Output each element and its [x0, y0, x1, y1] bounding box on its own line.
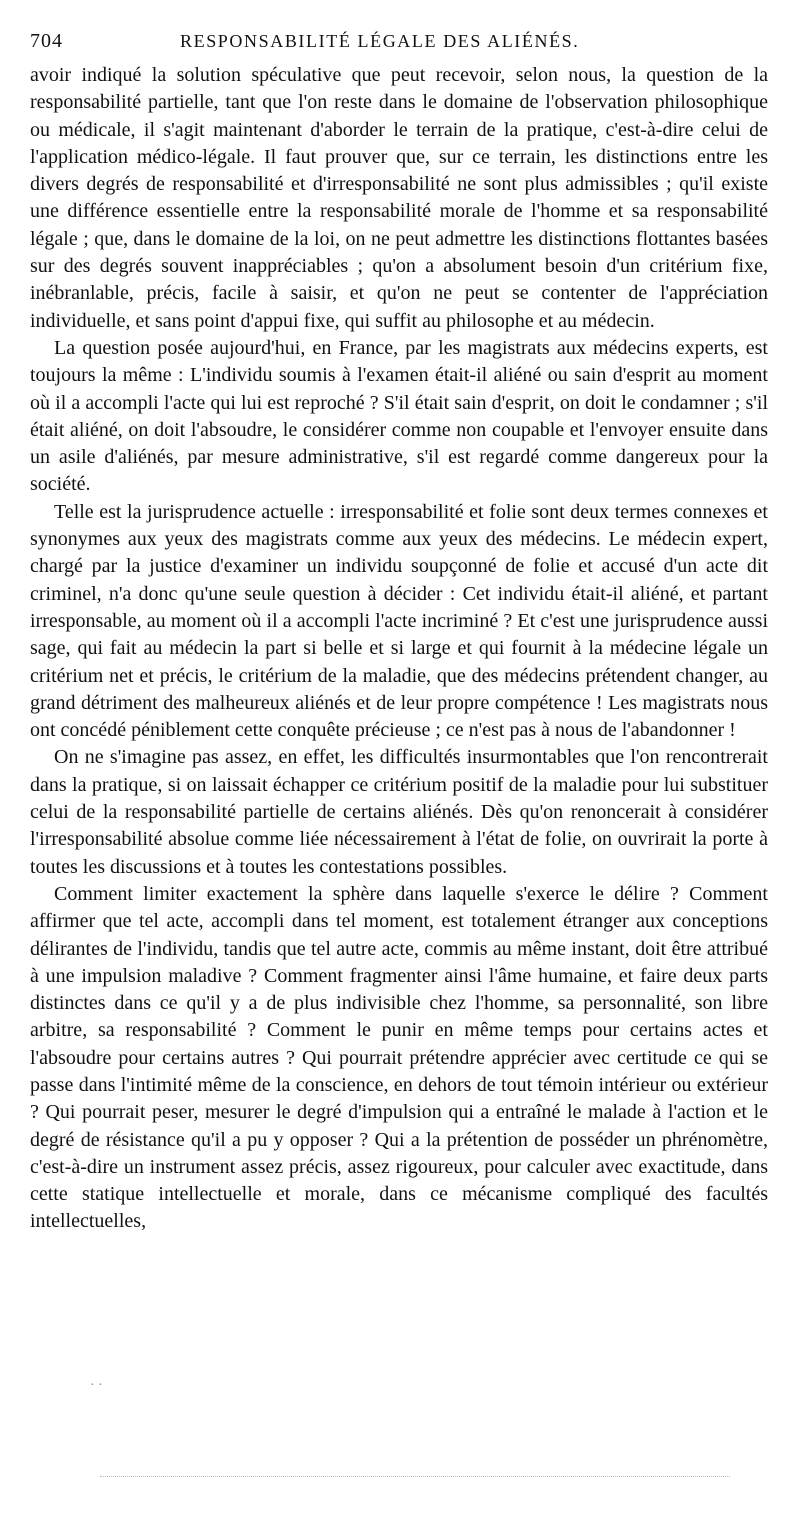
running-title: RESPONSABILITÉ LÉGALE DES ALIÉNÉS. — [180, 31, 580, 51]
page-number: 704 — [30, 30, 63, 52]
paragraph-5: Comment limiter exactement la sphère dans laquelle s'exerce le délire ? Comment affirmer que tel acte, accompli dans tel moment, est totalement étranger aux conceptions délirantes de l'individu, tandis que tel autre acte, commis au même instant, doit être attribué à une impulsion maladive ? Comment fragmenter ainsi l'âme humaine, et faire deux parts distinctes dans ce qu'il y a de plus indivisible chez l'homme, sa personnalité, son libre arbitre, sa responsabilité ? Comment le punir en même temps pour certains actes et l'absoudre pour certains autres ? Qui pourrait prétendre apprécier avec certitude ce qui se passe dans l'intimité même de la conscience, en dehors de tout témoin intérieur ou extérieur ? Qui pourrait peser, mesurer le degré d'impulsion qui a entraîné le malade à l'action et le degré de résistance qu'il a pu y opposer ? Qui a la prétention de posséder un phrénomètre, c'est-à-dire un instrument assez précis, assez rigoureux, pour calculer avec exactitude, dans cette statique intellectuelle et morale, dans ce mécanisme compliqué des facultés intellectuelles, — [30, 882, 768, 1233]
running-head — [30, 30, 768, 54]
paragraph-3: Telle est la jurisprudence actuelle : irresponsabilité et folie sont deux termes connexes et synonymes aux yeux des magistrats comme aux yeux des médecins. Le médecin expert, chargé par la justice d'examiner un individu soupçonné de folie et accusé d'un acte dit criminel, n'a donc qu'une seule question à décider : Cet individu était-il aliéné, et partant irresponsable, au moment où il a accompli l'acte incriminé ? Et c'est une jurisprudence aussi sage, qui fait au médecin la part si belle et si large et qui fournit à la médecine légale un critérium net et précis, le critérium de la maladie, que des médecins prétendent changer, au grand détriment des malheureux aliénés et de leur propre compétence ! Les magistrats nous ont concédé péniblement cette conquête précieuse ; ce n'est pas à nous de l'abandonner ! — [30, 500, 768, 742]
paragraph-2: La question posée aujourd'hui, en France, par les magistrats aux médecins experts, est toujours la même : L'individu soumis à l'examen était-il aliéné ou sain d'esprit au moment où il a accompli l'acte qui lui est reproché ? S'il était sain d'esprit, on doit le condamner ; s'il était aliéné, on doit l'absoudre, le considérer comme non coupable et l'envoyer ensuite dans un asile d'aliénés, par mesure administrative, s'il est regardé comme dangereux pour la société. — [30, 336, 768, 496]
body-text — [30, 62, 768, 1236]
scan-speck-marks: · · — [90, 1378, 103, 1393]
paragraph-1: avoir indiqué la solution spéculative que peut recevoir, selon nous, la question de la responsabilité partielle, tant que l'on reste dans le domaine de l'observation philosophique ou médicale, il s'agit maintenant d'aborder le terrain de la pratique, c'est-à-dire celui de l'application médico-légale. Il faut prouver que, sur ce terrain, les distinctions entre les divers degrés de responsabilité et d'irresponsabilité ne sont plus admissibles ; qu'il existe une différence essentielle entre la responsabilité morale de l'homme et sa responsabilité légale ; que, dans le domaine de la loi, on ne peut admettre les distinctions flottantes basées sur des degrés souvent inappréciables ; qu'on a absolument besoin d'un critérium fixe, inébranlable, précis, facile à saisir, et qu'on ne peut se contenter de l'appréciation individuelle, et sans point d'appui fixe, qui suffit au philosophe et au médecin. — [30, 64, 768, 332]
bottom-scan-line — [100, 1476, 730, 1477]
book-page — [30, 30, 768, 1236]
paragraph-4: On ne s'imagine pas assez, en effet, les difficultés insurmontables que l'on rencontrerait dans la pratique, si on laissait échapper ce critérium positif de la maladie pour lui substituer celui de la responsabilité partielle de certains aliénés. Dès qu'on renoncerait à considérer l'irresponsabilité absolue comme liée nécessairement à l'état de folie, on ouvrirait la porte à toutes les discussions et à toutes les contestations possibles. — [30, 746, 768, 878]
